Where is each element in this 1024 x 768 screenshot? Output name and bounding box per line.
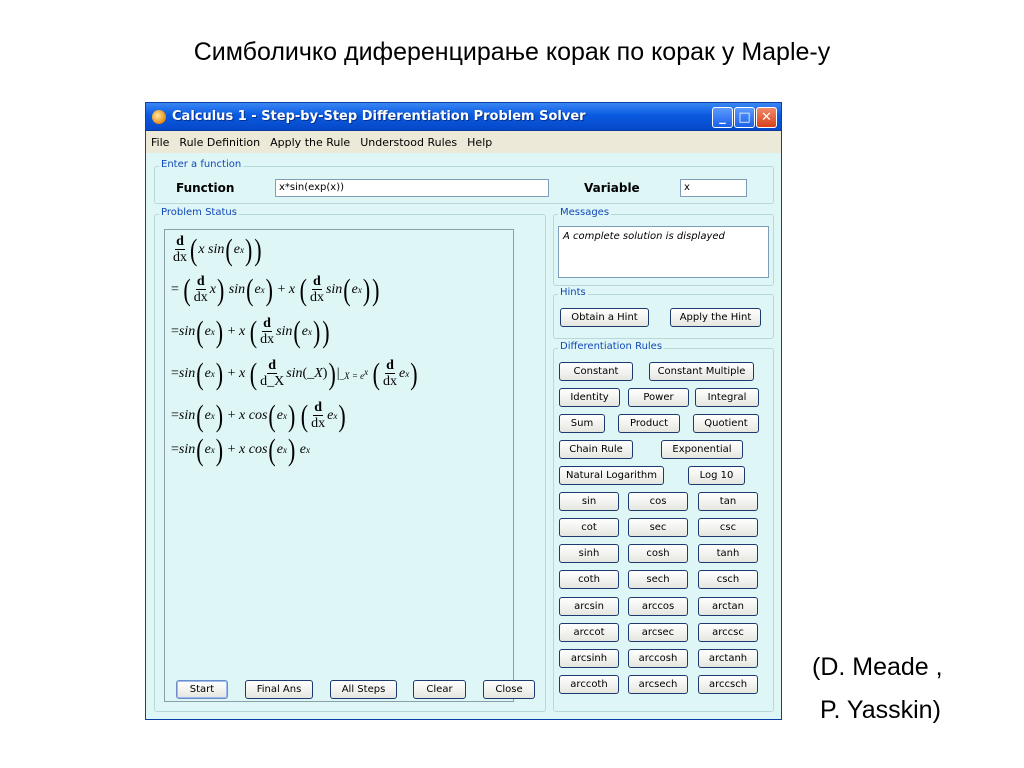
math-line-4: = sin ( e x ) + x ( $\frac{d}{d\_X}$ sin ( _X ) ) | _X = $e^x$ ( $\frac{d}{dx}$ e x ) xyxy=(171,355,418,391)
rule-exponential-button[interactable]: Exponential xyxy=(661,440,743,459)
maple-app-icon xyxy=(152,110,166,124)
enter-function-legend: Enter a function xyxy=(161,159,242,170)
rule-csch-button[interactable]: csch xyxy=(698,570,758,589)
clear-button[interactable]: Clear xyxy=(413,680,466,699)
all-steps-button[interactable]: All Steps xyxy=(330,680,397,699)
rule-arccosh-button[interactable]: arccosh xyxy=(628,649,688,668)
title-bar[interactable] xyxy=(146,103,781,131)
rule-product-button[interactable]: Product xyxy=(618,414,680,433)
rule-integral-button[interactable]: Integral xyxy=(695,388,759,407)
math-line-6: = sin ( e x ) + x cos ( e x ) e x xyxy=(171,431,311,467)
rule-cos-button[interactable]: cos xyxy=(628,492,688,511)
obtain-hint-button[interactable]: Obtain a Hint xyxy=(560,308,649,327)
rule-sum-button[interactable]: Sum xyxy=(559,414,605,433)
rule-arctanh-button[interactable]: arctanh xyxy=(698,649,758,668)
menu-bar xyxy=(146,131,781,153)
rule-sech-button[interactable]: sech xyxy=(628,570,688,589)
rule-sinh-button[interactable]: sinh xyxy=(559,544,619,563)
rule-arcsec-button[interactable]: arcsec xyxy=(628,623,688,642)
variable-label: Variable xyxy=(584,181,640,195)
start-button[interactable]: Start xyxy=(176,680,228,699)
rule-arccsc-button[interactable]: arccsc xyxy=(698,623,758,642)
problem-status-display xyxy=(164,229,514,702)
close-button[interactable]: Close xyxy=(483,680,535,699)
rule-constant-multiple-button[interactable]: Constant Multiple xyxy=(649,362,754,381)
apply-hint-button[interactable]: Apply the Hint xyxy=(670,308,761,327)
rule-constant-button[interactable]: Constant xyxy=(559,362,633,381)
menu-understood-rules[interactable]: Understood Rules xyxy=(360,135,458,149)
math-line-1: $\frac{d}{dx}$ ( x sin ( e x ) ) xyxy=(173,231,262,267)
rule-sec-button[interactable]: sec xyxy=(628,518,688,537)
rule-csc-button[interactable]: csc xyxy=(698,518,758,537)
rule-natural-logarithm-button[interactable]: Natural Logarithm xyxy=(559,466,664,485)
rule-arccot-button[interactable]: arccot xyxy=(559,623,619,642)
menu-file[interactable]: File xyxy=(151,135,170,149)
rule-power-button[interactable]: Power xyxy=(628,388,689,407)
menu-apply-the-rule[interactable]: Apply the Rule xyxy=(270,135,351,149)
close-window-button[interactable]: ✕ xyxy=(756,107,777,128)
menu-help[interactable]: Help xyxy=(467,135,493,149)
slide-title: Симболичко диференцирање корак по корак у Maple-у xyxy=(193,38,831,66)
rule-cot-button[interactable]: cot xyxy=(559,518,619,537)
rule-quotient-button[interactable]: Quotient xyxy=(693,414,759,433)
rule-arcsin-button[interactable]: arcsin xyxy=(559,597,619,616)
rule-arccoth-button[interactable]: arccoth xyxy=(559,675,619,694)
messages-legend: Messages xyxy=(560,207,610,218)
problem-status-legend: Problem Status xyxy=(161,207,237,218)
rule-arctan-button[interactable]: arctan xyxy=(698,597,758,616)
variable-input[interactable]: x xyxy=(680,179,747,197)
rule-sin-button[interactable]: sin xyxy=(559,492,619,511)
rule-log10-button[interactable]: Log 10 xyxy=(688,466,745,485)
rule-identity-button[interactable]: Identity xyxy=(559,388,620,407)
rule-arccos-button[interactable]: arccos xyxy=(628,597,688,616)
menu-rule-definition[interactable]: Rule Definition xyxy=(179,135,261,149)
credit-line-1: (D. Meade , xyxy=(812,653,943,681)
function-label: Function xyxy=(176,181,235,195)
rule-tan-button[interactable]: tan xyxy=(698,492,758,511)
credit-line-2: P. Yasskin) xyxy=(820,696,941,724)
solver-window xyxy=(145,102,782,720)
rule-arcsech-button[interactable]: arcsech xyxy=(628,675,688,694)
rule-chain-button[interactable]: Chain Rule xyxy=(559,440,633,459)
final-answer-button[interactable]: Final Ans xyxy=(245,680,313,699)
rule-arcsinh-button[interactable]: arcsinh xyxy=(559,649,619,668)
rule-arccsch-button[interactable]: arccsch xyxy=(698,675,758,694)
differentiation-rules-legend: Differentiation Rules xyxy=(560,341,663,352)
math-line-3: = sin ( e x ) + x ( $\frac{d}{dx}$ sin ( e x ) ) xyxy=(171,313,330,349)
rule-coth-button[interactable]: coth xyxy=(559,570,619,589)
hints-legend: Hints xyxy=(560,287,586,298)
function-input[interactable]: x*sin(exp(x)) xyxy=(275,179,549,197)
minimize-button[interactable]: _ xyxy=(712,107,733,128)
maximize-button[interactable]: □ xyxy=(734,107,755,128)
rule-cosh-button[interactable]: cosh xyxy=(628,544,688,563)
math-line-2: = ( $\frac{d}{dx}$ x ) sin ( e x ) + x ( $\frac{d}{dx}$ sin ( e x ) ) xyxy=(171,271,380,307)
messages-display: A complete solution is displayed xyxy=(558,226,769,278)
math-line-5: = sin ( e x ) + x cos ( e x ) ( $\frac{d}{dx}$ e x ) xyxy=(171,397,346,433)
window-title: Calculus 1 - Step-by-Step Differentiation Problem Solver xyxy=(172,109,586,124)
rule-tanh-button[interactable]: tanh xyxy=(698,544,758,563)
